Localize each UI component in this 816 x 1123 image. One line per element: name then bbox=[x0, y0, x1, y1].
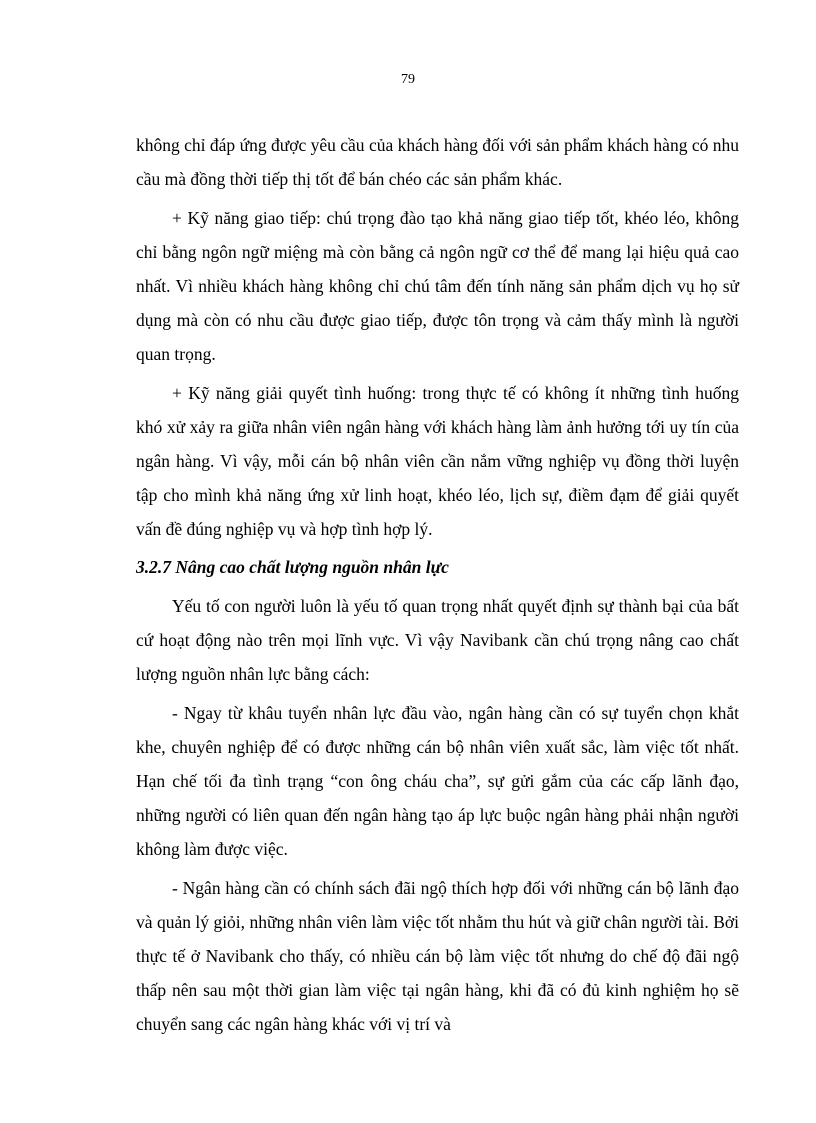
page-body bbox=[136, 128, 739, 1041]
paragraph-compensation: - Ngân hàng cần có chính sách đãi ngộ thích hợp đối với những cán bộ lãnh đạo và quản lý giỏi, những nhân viên làm việc tốt nhằm thu hút và giữ chân người tài. Bởi thực tế ở Navibank cho thấy, có nhiều cán bộ làm việc tốt nhưng do chế độ đãi ngộ thấp nên sau một thời gian làm việc tại ngân hàng, khi đã có đủ kinh nghiệm họ sẽ chuyển sang các ngân hàng khác với vị trí và bbox=[136, 878, 739, 1034]
section-heading: 3.2.7 Nâng cao chất lượng nguồn nhân lực bbox=[136, 557, 449, 577]
paragraph-communication-skills: + Kỹ năng giao tiếp: chú trọng đào tạo khả năng giao tiếp tốt, khéo léo, không chỉ bằng ngôn ngữ miệng mà còn bằng cả ngôn ngữ cơ thể để mang lại hiệu quả cao nhất. Vì nhiều khách hàng không chỉ chú tâm đến tính năng sản phẩm dịch vụ họ sử dụng mà còn có nhu cầu được giao tiếp, được tôn trọng và cảm thấy mình là người quan trọng. bbox=[136, 208, 739, 364]
paragraph-recruitment: - Ngay từ khâu tuyển nhân lực đầu vào, ngân hàng cần có sự tuyển chọn khắt khe, chuyên nghiệp để có được những cán bộ nhân viên xuất sắc, làm việc tốt nhất. Hạn chế tối đa tình trạng “con ông cháu cha”, sự gửi gắm của các cấp lãnh đạo, những người có liên quan đến ngân hàng tạo áp lực buộc ngân hàng phải nhận người không làm được việc. bbox=[136, 703, 739, 859]
paragraph-human-factor: Yếu tố con người luôn là yếu tố quan trọng nhất quyết định sự thành bại của bất cứ hoạt động nào trên mọi lĩnh vực. Vì vậy Navibank cần chú trọng nâng cao chất lượng nguồn nhân lực bằng cách: bbox=[136, 596, 739, 684]
page-number: 79 bbox=[401, 72, 415, 87]
paragraph-continuation: không chỉ đáp ứng được yêu cầu của khách hàng đối với sản phẩm khách hàng có nhu cầu mà đồng thời tiếp thị tốt để bán chéo các sản phẩm khác. bbox=[136, 135, 739, 189]
paragraph-situation-handling: + Kỹ năng giải quyết tình huống: trong thực tế có không ít những tình huống khó xử xảy ra giữa nhân viên ngân hàng với khách hàng làm ảnh hưởng tới uy tín của ngân hàng. Vì vậy, mỗi cán bộ nhân viên cần nắm vững nghiệp vụ đồng thời luyện tập cho mình khả năng ứng xử linh hoạt, khéo léo, lịch sự, điềm đạm để giải quyết vấn đề đúng nghiệp vụ và hợp tình hợp lý. bbox=[136, 383, 739, 539]
